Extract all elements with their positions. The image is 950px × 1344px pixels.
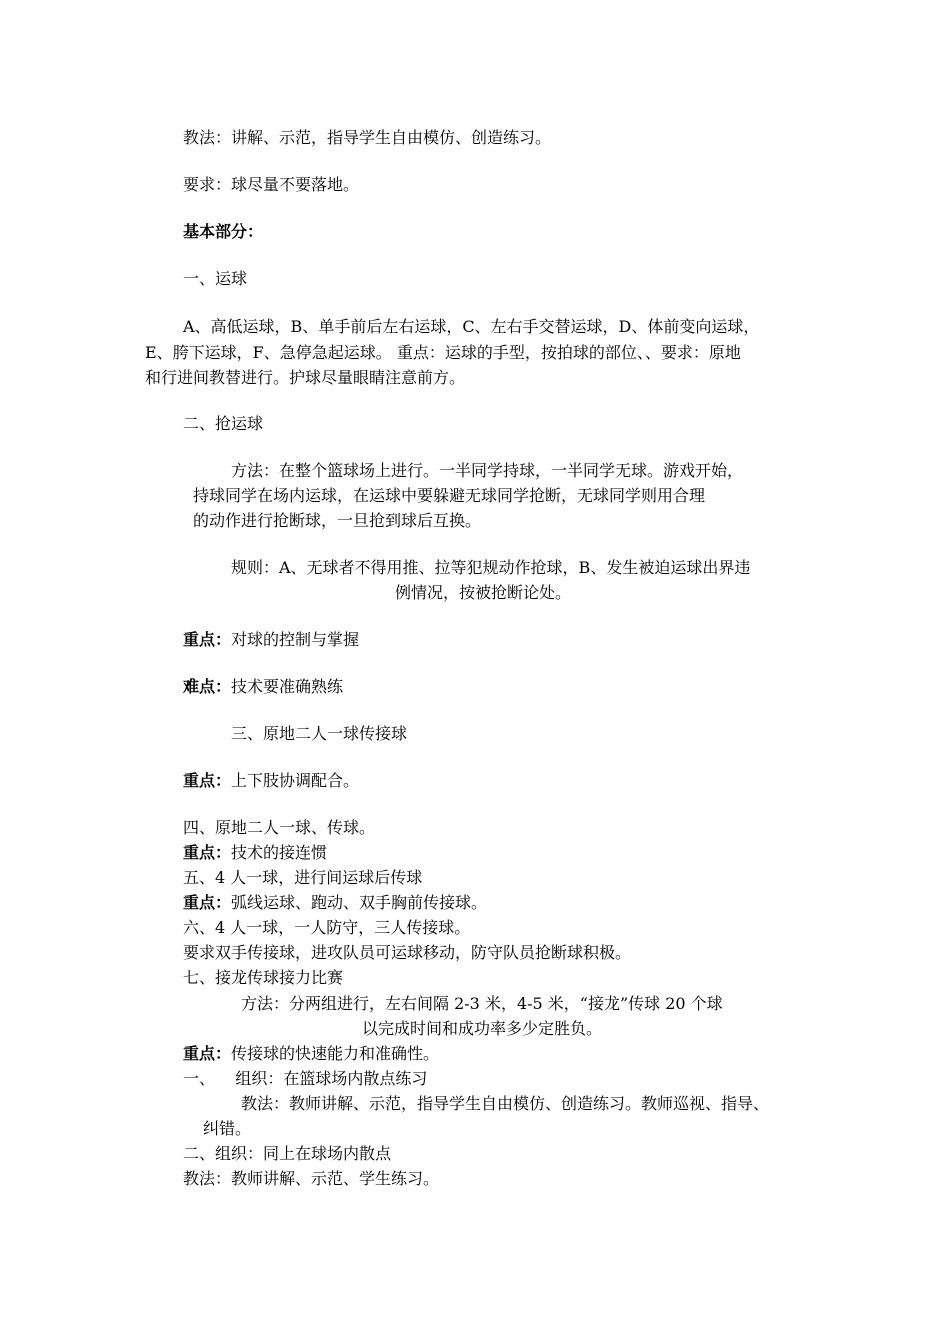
section-2-method-line-3: 的动作进行抢断球，一旦抢到球后互换。 xyxy=(193,511,482,530)
key-label: 重点： xyxy=(183,630,232,649)
section-1-line-3: 和行进间教替进行。护球尽量眼睛注意前方。 xyxy=(145,368,466,387)
section-2-method-line-2: 持球同学在场内运球，在运球中要躲避无球同学抢断，无球同学则用合理 xyxy=(193,486,706,505)
section-1-title: 一、运球 xyxy=(183,269,248,288)
section-6-title: 六、4 人一球，一人防守，三人传接球。 xyxy=(183,918,471,937)
section-6-requirement: 要求双手传接球，进攻队员可运球移动，防守队员抢断球积极。 xyxy=(183,943,632,962)
organization-1-title: 一、 组织：在篮球场内散点练习 xyxy=(183,1069,428,1088)
section-4-title: 四、原地二人一球、传球。 xyxy=(183,818,376,837)
section-2-key-point xyxy=(183,628,359,652)
key-text: 传接球的快速能力和准确性。 xyxy=(231,1044,440,1063)
section-2-method-line-1: 方法：在整个篮球场上进行。一半同学持球，一半同学无球。游戏开始， xyxy=(231,461,744,480)
section-5-key-point xyxy=(183,891,487,915)
intro-method: 教法：讲解、示范，指导学生自由模仿、创造练习。 xyxy=(183,128,552,147)
section-7-title: 七、接龙传球接力比赛 xyxy=(183,968,344,987)
organization-2-title: 二、组织：同上在球场内散点 xyxy=(183,1144,392,1163)
section-3-title: 三、原地二人一球传接球 xyxy=(231,724,408,743)
difficulty-label: 难点： xyxy=(183,677,232,696)
key-text: 上下肢协调配合。 xyxy=(231,771,360,790)
key-label: 重点： xyxy=(183,843,232,862)
section-7-method-line-2: 以完成时间和成功率多少定胜负。 xyxy=(362,1019,603,1038)
section-1-line-1: A、高低运球，B、单手前后左右运球，C、左右手交替运球，D、体前变向运球， xyxy=(183,317,760,336)
key-text: 技术的接连惯 xyxy=(231,843,328,862)
key-text: 弧线运球、跑动、双手胸前传接球。 xyxy=(231,893,488,912)
section-3-key-point xyxy=(183,769,359,793)
basic-part-heading: 基本部分： xyxy=(183,222,264,241)
key-label: 重点： xyxy=(183,893,232,912)
section-2-title: 二、抢运球 xyxy=(183,414,264,433)
key-label: 重点： xyxy=(183,771,232,790)
section-2-rule-line-2: 例情况，按被抢断论处。 xyxy=(395,583,572,602)
section-2-rule-line-1: 规则：A、无球者不得用推、拉等犯规动作抢球，B、发生被迫运球出界违 xyxy=(231,558,751,577)
key-label: 重点： xyxy=(183,1044,232,1063)
section-7-key-point xyxy=(183,1042,439,1066)
section-2-difficulty xyxy=(183,675,343,699)
difficulty-text: 技术要准确熟练 xyxy=(231,677,344,696)
section-5-title: 五、4 人一球，进行间运球后传球 xyxy=(183,868,423,887)
intro-requirement: 要求：球尽量不要落地。 xyxy=(183,175,360,194)
organization-1-method-line-1: 教法：教师讲解、示范，指导学生自由模仿、创造练习。教师巡视、指导、 xyxy=(241,1094,770,1113)
key-text: 对球的控制与掌握 xyxy=(231,630,360,649)
organization-2-method: 教法：教师讲解、示范、学生练习。 xyxy=(183,1169,440,1188)
section-4-key-point xyxy=(183,841,327,865)
organization-1-method-line-2: 纠错。 xyxy=(203,1119,252,1138)
section-1-line-2: E、胯下运球，F、急停急起运球。 重点：运球的手型，按拍球的部位、、要求：原地 xyxy=(145,343,741,362)
section-7-method-line-1: 方法：分两组进行，左右间隔 2-3 米，4-5 米，“接龙”传球 20 个球 xyxy=(241,994,723,1013)
